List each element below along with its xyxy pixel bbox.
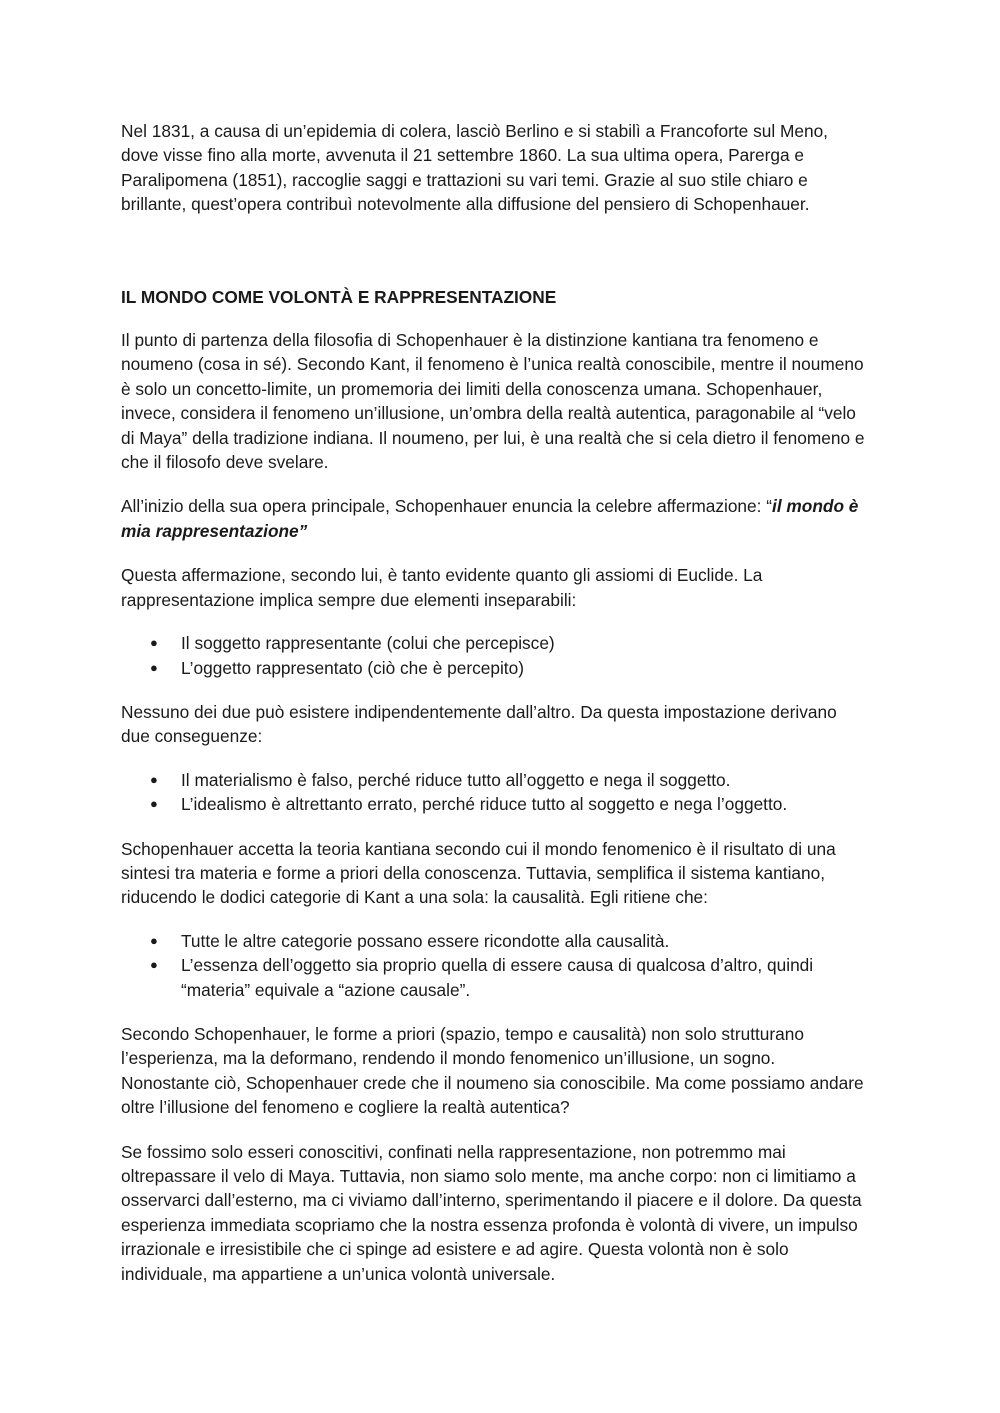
list-item: ● Il soggetto rappresentante (colui che percepisce) — [121, 631, 866, 655]
paragraph-consequences: Nessuno dei due può esistere indipendentemente dall’altro. Da questa impostazione derivano due conseguenze: — [121, 701, 837, 747]
list-item: ● Tutte le altre categorie possano essere ricondotte alla causalità. — [121, 929, 866, 953]
list-item: ● Il materialismo è falso, perché riduce tutto all’oggetto e nega il soggetto. — [121, 768, 866, 792]
bullet-icon: ● — [150, 635, 158, 651]
paragraph-will-to-live: Se fossimo solo esseri conoscitivi, confinati nella rappresentazione, non potremmo mai oltrepassare il velo di Maya. Tuttavia, non siamo solo mente, ma anche corpo: non ci limitiamo a osservarci dall’esterno, ma ci viviamo dall’interno, sperimentando il piacere e il dolore. Da questa esperienza immediata scopriamo che la nostra essenza profonda è volontà di vivere, un impulso irrazionale e irresistibile che ci spinge ad esistere e ad agire. Questa volontà non è solo individuale, ma appartiene a un’unica volontà universale. — [121, 1141, 862, 1284]
list-item: ● L’essenza dell’oggetto sia proprio quella di essere causa di qualcosa d’altro, quindi “materia” equivale a “azione causale”. — [150, 955, 814, 1000]
list-item: ● L’oggetto rappresentato (ciò che è percepito) — [121, 656, 866, 680]
paragraph-representation: Questa affermazione, secondo lui, è tanto evidente quanto gli assiomi di Euclide. La rappresentazione implica sempre due elementi inseparabili: — [121, 565, 763, 610]
list-representation-elements — [121, 631, 866, 680]
bullet-icon: ● — [150, 932, 158, 948]
paragraph-causality: Schopenhauer accetta la teoria kantiana secondo cui il mondo fenomenico è il risultato di una sintesi tra materia e forme a priori della conoscenza. Tuttavia, semplifica il sistema kantiano, riducendo le dodici categorie di Kant a una sola: la causalità. Egli ritiene che: — [121, 838, 836, 908]
statement-quote: il mondo è mia rappresentazione” — [121, 496, 859, 541]
statement-lead: All’inizio della sua opera principale, Schopenhauer enuncia la celebre affermazione: “ — [121, 496, 773, 517]
paragraph-phenomenon-noumenon: Il punto di partenza della filosofia di Schopenhauer è la distinzione kantiana tra fenomeno e noumeno (cosa in sé). Secondo Kant, il fenomeno è l’unica realtà conoscibile, mentre il noumeno è solo un concetto-limite, un promemoria dei limiti della conoscenza umana. Schopenhauer, invece, considera il fenomeno un’illusione, un’ombra della realtà autentica, paragonabile al “velo di Maya” della tradizione indiana. Il noumeno, per lui, è una realtà che si cela dietro il fenomeno e che il filosofo deve svelare. — [121, 330, 865, 473]
bullet-icon: ● — [150, 957, 158, 973]
list-item: ● L’idealismo è altrettanto errato, perché riduce tutto al soggetto e nega l’oggetto. — [121, 792, 866, 816]
section-heading: IL MONDO COME VOLONTÀ E RAPPRESENTAZIONE — [121, 286, 557, 307]
paragraph-forms-a-priori: Secondo Schopenhauer, le forme a priori (spazio, tempo e causalità) non solo strutturano l’esperienza, ma la deformano, rendendo il mondo fenomenico un’illusione, un sogno. Nonostante ciò, Schopenhauer crede che il noumeno sia conoscibile. Ma come possiamo andare oltre l’illusione del fenomeno e cogliere la realtà autentica? — [121, 1023, 864, 1118]
bullet-icon: ● — [150, 796, 158, 812]
list-consequences — [121, 768, 866, 817]
document-page — [121, 119, 866, 1286]
paragraph-famous-statement — [121, 494, 866, 543]
list-causality — [121, 929, 866, 1002]
bullet-icon: ● — [150, 659, 158, 675]
bullet-icon: ● — [150, 771, 158, 787]
paragraph-intro: Nel 1831, a causa di un’epidemia di colera, lasciò Berlino e si stabilì a Francoforte sul Meno, dove visse fino alla morte, avvenuta il 21 settembre 1860. La sua ultima opera, Parerga e Paralipomena (1851), raccoglie saggi e trattazioni su vari temi. Grazie al suo stile chiaro e brillante, quest’opera contribuì notevolmente alla diffusione del pensiero di Schopenhauer. — [121, 121, 828, 215]
